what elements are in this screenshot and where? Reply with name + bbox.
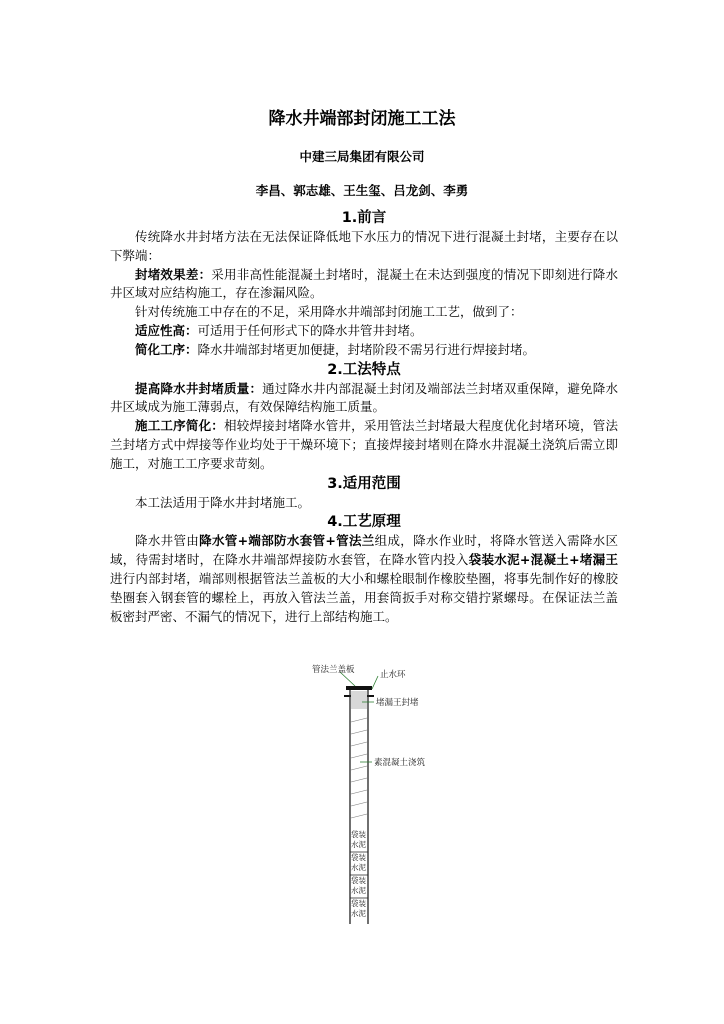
bold-term: 袋装水泥+混凝土+堵漏王 [468, 552, 618, 568]
bag-cement-cell [350, 899, 367, 919]
cell-text: 水泥 [351, 886, 366, 895]
bold-term: 适应性高： [135, 322, 198, 338]
well-section-figure [300, 662, 440, 924]
paragraph: 传统降水井封堵方法在无法保证降低地下水压力的情况下进行混凝土封堵，主要存在以下弊端： [110, 229, 618, 263]
cell-text: 水泥 [351, 840, 366, 849]
bold-term: 提高降水井封堵质量： [135, 380, 263, 396]
document-title: 降水井端部封闭施工工法 [268, 109, 456, 129]
section-heading-2: 2.工法特点 [327, 361, 401, 378]
paragraph-text: 组成，降水作业时，将降水管送入需降水区域，待需封堵时，在降水井端部焊接防水套管，在降水管内投入 [110, 533, 618, 568]
section-heading-3: 3.适用范围 [327, 475, 401, 492]
label-waterstop: 止水环 [380, 670, 406, 680]
section-heading-4: 4.工艺原理 [327, 514, 401, 531]
well-drawing [300, 662, 440, 924]
label-flange-cover: 管法兰盖板 [312, 665, 355, 675]
label-plug: 堵漏王封堵 [376, 698, 419, 708]
cell-text: 袋装 [351, 853, 366, 862]
cell-text: 袋装 [351, 876, 366, 885]
paragraph [110, 532, 618, 626]
concrete-fill [351, 718, 367, 818]
section-heading-1: 1.前言 [341, 210, 387, 226]
author-list: 李昌、郭志雄、王生玺、吕龙剑、李勇 [255, 183, 469, 198]
paragraph [110, 322, 618, 341]
bag-cement-cell [350, 876, 367, 896]
bold-term: 施工工序简化： [135, 418, 225, 434]
bag-cement-cell [350, 830, 367, 850]
cell-text: 袋装 [351, 899, 366, 908]
bold-term: 封堵效果差： [135, 266, 212, 282]
paragraph [110, 266, 618, 304]
plug-zone [351, 691, 367, 709]
paragraph: 针对传统施工中存在的不足，采用降水井端部封闭施工工艺，做到了： [135, 304, 523, 320]
paragraph-text: 相较焊接封堵降水管井，采用管法兰封堵最大程度优化封堵环境，管法兰封堵方式中焊接等作业均处于干燥环境下；直接焊接封堵则在降水井混凝土浇筑后需立即施工，对施工工序要求苛刻。 [110, 418, 618, 471]
paragraph-text: 通过降水井内部混凝土封闭及端部法兰封堵双重保障，避免降水井区域成为施工薄弱点，有效保障结构施工质量。 [110, 380, 618, 415]
paragraph [110, 380, 618, 418]
body-text [110, 208, 618, 626]
cell-text: 水泥 [351, 863, 366, 872]
bag-cement-cell [350, 853, 367, 873]
paragraph-text: 可适用于任何形式下的降水井管井封堵。 [197, 322, 423, 338]
paragraph: 本工法适用于降水井封堵施工。 [135, 494, 311, 510]
label-concrete: 素混凝土浇筑 [374, 758, 426, 768]
cell-text: 袋装 [351, 830, 366, 839]
company-name: 中建三局集团有限公司 [299, 149, 425, 164]
bold-term: 简化工序： [135, 341, 198, 357]
bold-term: 降水管+端部防水套管+管法兰 [199, 533, 375, 549]
leader-lines [340, 672, 378, 762]
paragraph [110, 341, 618, 360]
paragraph-text: 降水井端部封堵更加便捷，封堵阶段不需另行进行焊接封堵。 [197, 341, 536, 357]
cell-text: 水泥 [351, 909, 366, 918]
paragraph-text: 采用非高性能混凝土封堵时，混凝土在未达到强度的情况下即刻进行降水井区域对应结构施工，存在渗漏风险。 [110, 266, 618, 301]
paragraph-text: 降水井管由 [135, 533, 200, 549]
paragraph [110, 417, 618, 473]
paragraph-text: 进行内部封堵，端部则根据管法兰盖板的大小和螺栓眼制作橡胶垫圈，将事先制作好的橡胶垫圈套入钢套管的螺栓上，再放入管法兰盖，用套筒扳手对称交错拧紧螺母。在保证法兰盖板密封严密、不漏气的情况下，进行上部结构施工。 [110, 570, 618, 624]
flange-cover-plate [346, 686, 372, 690]
